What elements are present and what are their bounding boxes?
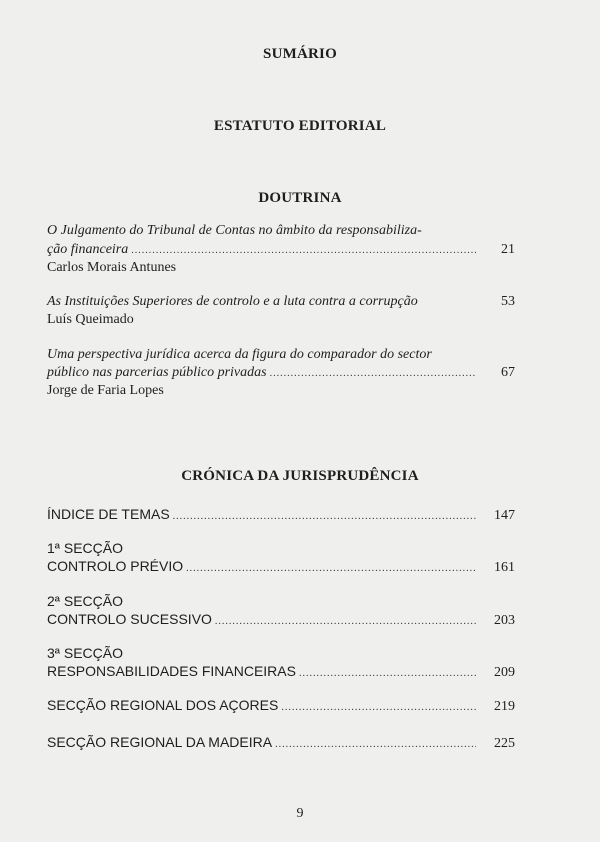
toc-page-number: 147 bbox=[494, 508, 515, 523]
editorial-statute-heading: ESTATUTO EDITORIAL bbox=[213, 118, 387, 134]
entry-page-number: 53 bbox=[501, 294, 515, 309]
leader-dots bbox=[186, 560, 476, 577]
leader-dots bbox=[299, 665, 476, 682]
leader-dots bbox=[281, 699, 476, 716]
entry-author: Luís Queimado bbox=[47, 312, 134, 327]
leader-dots bbox=[131, 242, 476, 259]
doctrine-entry bbox=[47, 222, 515, 239]
leader-dots bbox=[173, 508, 476, 525]
jurisprudence-heading: CRÓNICA DA JURISPRUDÊNCIA bbox=[181, 468, 419, 484]
doctrine-entry-row bbox=[47, 241, 515, 259]
doctrine-entry-row bbox=[47, 293, 515, 310]
entry-title-line: ção financeira bbox=[47, 242, 129, 257]
summary-title: SUMÁRIO bbox=[263, 46, 337, 62]
toc-entry-label: CONTROLO PRÉVIO bbox=[47, 558, 184, 574]
leader-dots bbox=[270, 365, 476, 382]
doctrine-heading: DOUTRINA bbox=[258, 190, 342, 206]
entry-title-line: Uma perspectiva jurídica acerca da figura do comparador do sector bbox=[47, 347, 432, 362]
toc-entry-label: CONTROLO SUCESSIVO bbox=[47, 611, 212, 627]
toc-page-number: 219 bbox=[494, 699, 515, 714]
toc-entry-label: ÍNDICE DE TEMAS bbox=[47, 506, 170, 522]
toc-page-number: 203 bbox=[494, 613, 515, 628]
leader-dots bbox=[275, 736, 476, 753]
toc-entry bbox=[47, 506, 515, 525]
toc-section-label: 2ª SECÇÃO bbox=[47, 593, 123, 609]
entry-title-line: público nas parcerias público privadas bbox=[47, 365, 267, 380]
entry-page-number: 21 bbox=[501, 242, 515, 257]
toc-entry bbox=[47, 611, 515, 630]
entry-author: Jorge de Faria Lopes bbox=[47, 383, 164, 398]
toc-entry bbox=[47, 697, 515, 716]
entry-author: Carlos Morais Antunes bbox=[47, 260, 177, 275]
entry-title-line: O Julgamento do Tribunal de Contas no âmbito da responsabiliza- bbox=[47, 223, 422, 238]
entry-page-number: 67 bbox=[501, 365, 515, 380]
toc-entry-label: RESPONSABILIDADES FINANCEIRAS bbox=[47, 663, 296, 679]
page-number: 9 bbox=[296, 806, 304, 821]
leader-dots bbox=[215, 613, 476, 630]
toc-entry-label: SECÇÃO REGIONAL DOS AÇORES bbox=[47, 697, 279, 713]
toc-page-number: 209 bbox=[494, 665, 515, 680]
toc-page-number: 225 bbox=[494, 736, 515, 751]
doctrine-entry-row bbox=[47, 364, 515, 382]
entry-title-line: As Instituições Superiores de controlo e a luta contra a corrupção bbox=[47, 294, 418, 309]
toc-entry bbox=[47, 734, 515, 753]
toc-entry bbox=[47, 558, 515, 577]
toc-section-label: 3ª SECÇÃO bbox=[47, 645, 123, 661]
toc-entry bbox=[47, 663, 515, 682]
doctrine-entry bbox=[47, 346, 515, 363]
toc-page-number: 161 bbox=[494, 560, 515, 575]
toc-entry-label: SECÇÃO REGIONAL DA MADEIRA bbox=[47, 734, 273, 750]
toc-section-label: 1ª SECÇÃO bbox=[47, 540, 123, 556]
